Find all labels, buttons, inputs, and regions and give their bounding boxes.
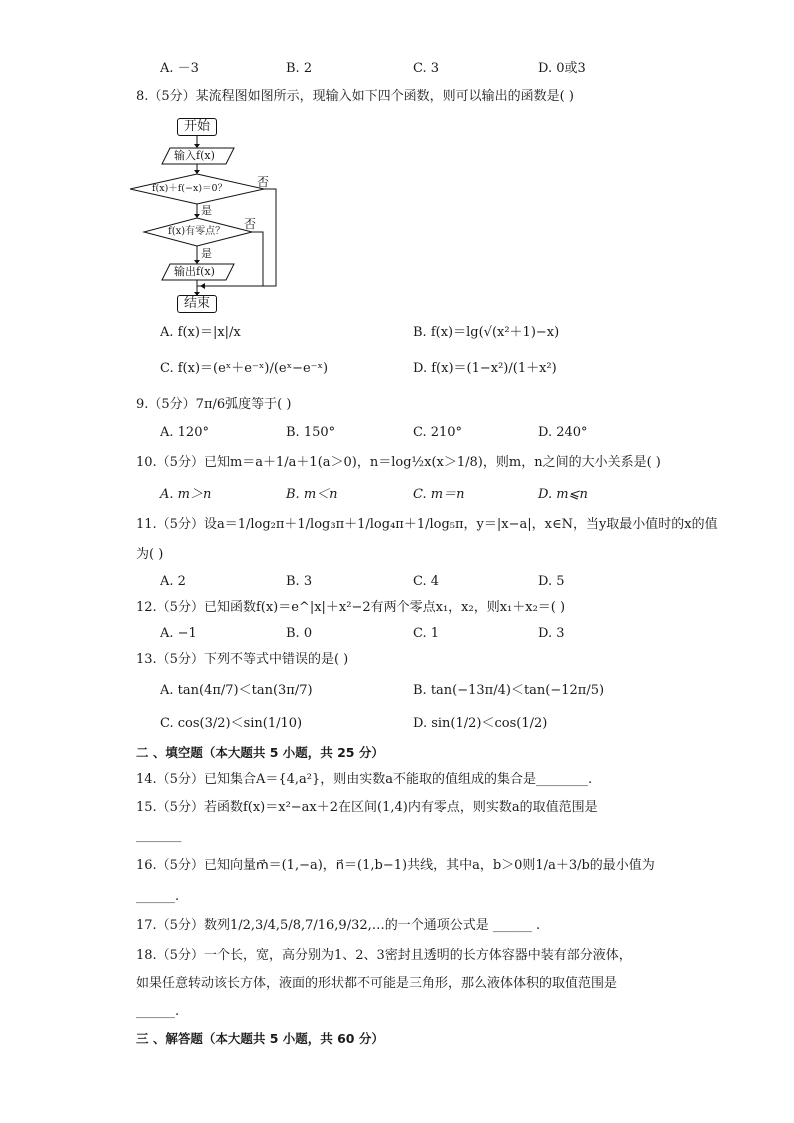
section-3-heading [0,1028,794,1050]
q13-option-b: B. tan(−13π/4)＜tan(−12π/5) [413,683,605,698]
q8-options-row1 [0,322,794,344]
q8-options-row2 [0,358,794,380]
q12-question [0,597,794,619]
q10-options [0,484,794,506]
q7-options [0,58,794,80]
flow-input-label: 输入f(x) [174,149,215,162]
q16-stem: 16.（5分）已知向量m⃗＝(1,−a)，n⃗＝(1,b−1)共线，其中a，b＞0则1/a＋3/b的最小值为 [136,858,655,873]
q8-option-c: C. f(x)＝(eˣ＋e⁻ˣ)/(eˣ−e⁻ˣ) [160,361,329,376]
flow-cond1-label: f(x)＋f(−x)＝0？ [152,183,228,194]
q18-question-line2 [0,973,794,995]
q11-options [0,571,794,593]
q12-option-c: C. 1 [413,626,440,641]
q15-question-cont [0,825,794,847]
q8-flowchart [130,114,290,314]
flow-no2-label: 否 [244,217,257,231]
q10-option-c: C. m＝n [413,487,465,502]
q13-option-c: C. cos(3/2)＜sin(1/10) [160,716,303,731]
flow-cond2-label: f(x)有零点？ [168,226,226,237]
q10-question [0,452,794,474]
q10-stem: 10.（5分）已知m＝a＋1/a＋1(a＞0)，n＝log½x(x＞1/8)，则m，n之间的大小关系是( ) [136,455,661,470]
q9-options [0,422,794,444]
q7-option-d: D. 0或3 [538,61,586,76]
q12-stem: 12.（5分）已知函数f(x)＝e^|x|＋x²−2有两个零点x₁，x₂，则x₁＋x₂＝( ) [136,600,566,615]
q13-option-d: D. sin(1/2)＜cos(1/2) [413,716,548,731]
q11-option-a: A. 2 [160,574,186,589]
q14-question [0,769,794,791]
q13-options-row2 [0,713,794,735]
q11-question [0,514,794,536]
q8-option-d: D. f(x)＝(1−x²)/(1＋x²) [413,361,557,376]
q7-option-b: B. 2 [286,61,313,76]
q15-stem: 15.（5分）若函数f(x)＝x²−ax＋2在区间(1,4)内有零点，则实数a的取值范围是 [136,800,598,815]
flow-start-label: 开始 [183,119,210,134]
flow-no1-label: 否 [257,175,270,189]
q7-option-c: C. 3 [413,61,440,76]
q9-option-b: B. 150° [286,425,336,440]
q8-stem: 8.（5分）某流程图如图所示，现输入如下四个函数，则可以输出的函数是( ) [136,89,574,104]
q9-stem: 9.（5分）7π/6弧度等于( ) [136,397,292,412]
q12-option-a: A. −1 [160,626,197,641]
q13-options-row1 [0,680,794,702]
flow-output-label: 输出f(x) [174,265,215,278]
q18-blank: ______. [136,1004,180,1019]
q15-blank: _______ [136,828,182,843]
q12-option-b: B. 0 [286,626,313,641]
q18-stem-line1: 18.（5分）一个长，宽，高分别为1、2、3密封且透明的长方体容器中装有部分液体， [136,948,632,963]
q11-stem-cont: 为( ) [136,547,164,562]
q11-stem: 11.（5分）设a＝1/log₂π＋1/log₃π＋1/log₄π＋1/log₅π，y＝|x−a|，x∈N，当y取最小值时的x的值 [136,517,718,532]
q9-option-a: A. 120° [160,425,209,440]
q11-option-b: B. 3 [286,574,313,589]
q16-question [0,855,794,877]
q7-option-a: A. －3 [160,61,199,76]
q8-option-b: B. f(x)＝lg(√(x²＋1)−x) [413,325,560,340]
q13-stem: 13.（5分）下列不等式中错误的是( ) [136,652,349,667]
flow-yes1-label: 是 [201,204,212,217]
q9-option-d: D. 240° [538,425,588,440]
q10-option-b: B. m＜n [286,487,338,502]
q16-question-cont [0,886,794,908]
q13-question [0,649,794,671]
q15-question [0,797,794,819]
q11-question-cont [0,544,794,566]
section-2-title: 二 、填空题（本大题共 5 小题，共 25 分） [136,745,384,760]
q16-blank: ______. [136,889,180,904]
q8-option-a: A. f(x)＝|x|/x [160,325,241,340]
q18-stem-line2: 如果任意转动该长方体，液面的形状都不可能是三角形，那么液体体积的取值范围是 [136,976,618,991]
q18-question [0,945,794,967]
q9-question [0,394,794,416]
q18-question-line3 [0,1001,794,1023]
section-3-title: 三 、解答题（本大题共 5 小题，共 60 分） [136,1031,384,1046]
flow-yes2-label: 是 [201,247,212,260]
q14-stem: 14.（5分）已知集合A＝{4,a²}，则由实数a不能取的值组成的集合是________. [136,772,593,787]
q12-options [0,623,794,645]
section-2-heading [0,742,794,764]
q17-stem: 17.（5分）数列1/2,3/4,5/8,7/16,9/32,…的一个通项公式是 ______ . [136,918,541,933]
q17-question [0,915,794,937]
q10-option-a: A. m＞n [160,487,212,502]
q11-option-d: D. 5 [538,574,565,589]
flow-end-box [177,295,217,313]
q9-option-c: C. 210° [413,425,463,440]
q13-option-a: A. tan(4π/7)＜tan(3π/7) [160,683,313,698]
q10-option-d: D. m⩽n [538,487,588,502]
flow-end-label: 结束 [183,296,210,311]
q12-option-d: D. 3 [538,626,565,641]
q8-question [0,86,794,108]
flow-start-box [177,118,217,136]
q11-option-c: C. 4 [413,574,440,589]
